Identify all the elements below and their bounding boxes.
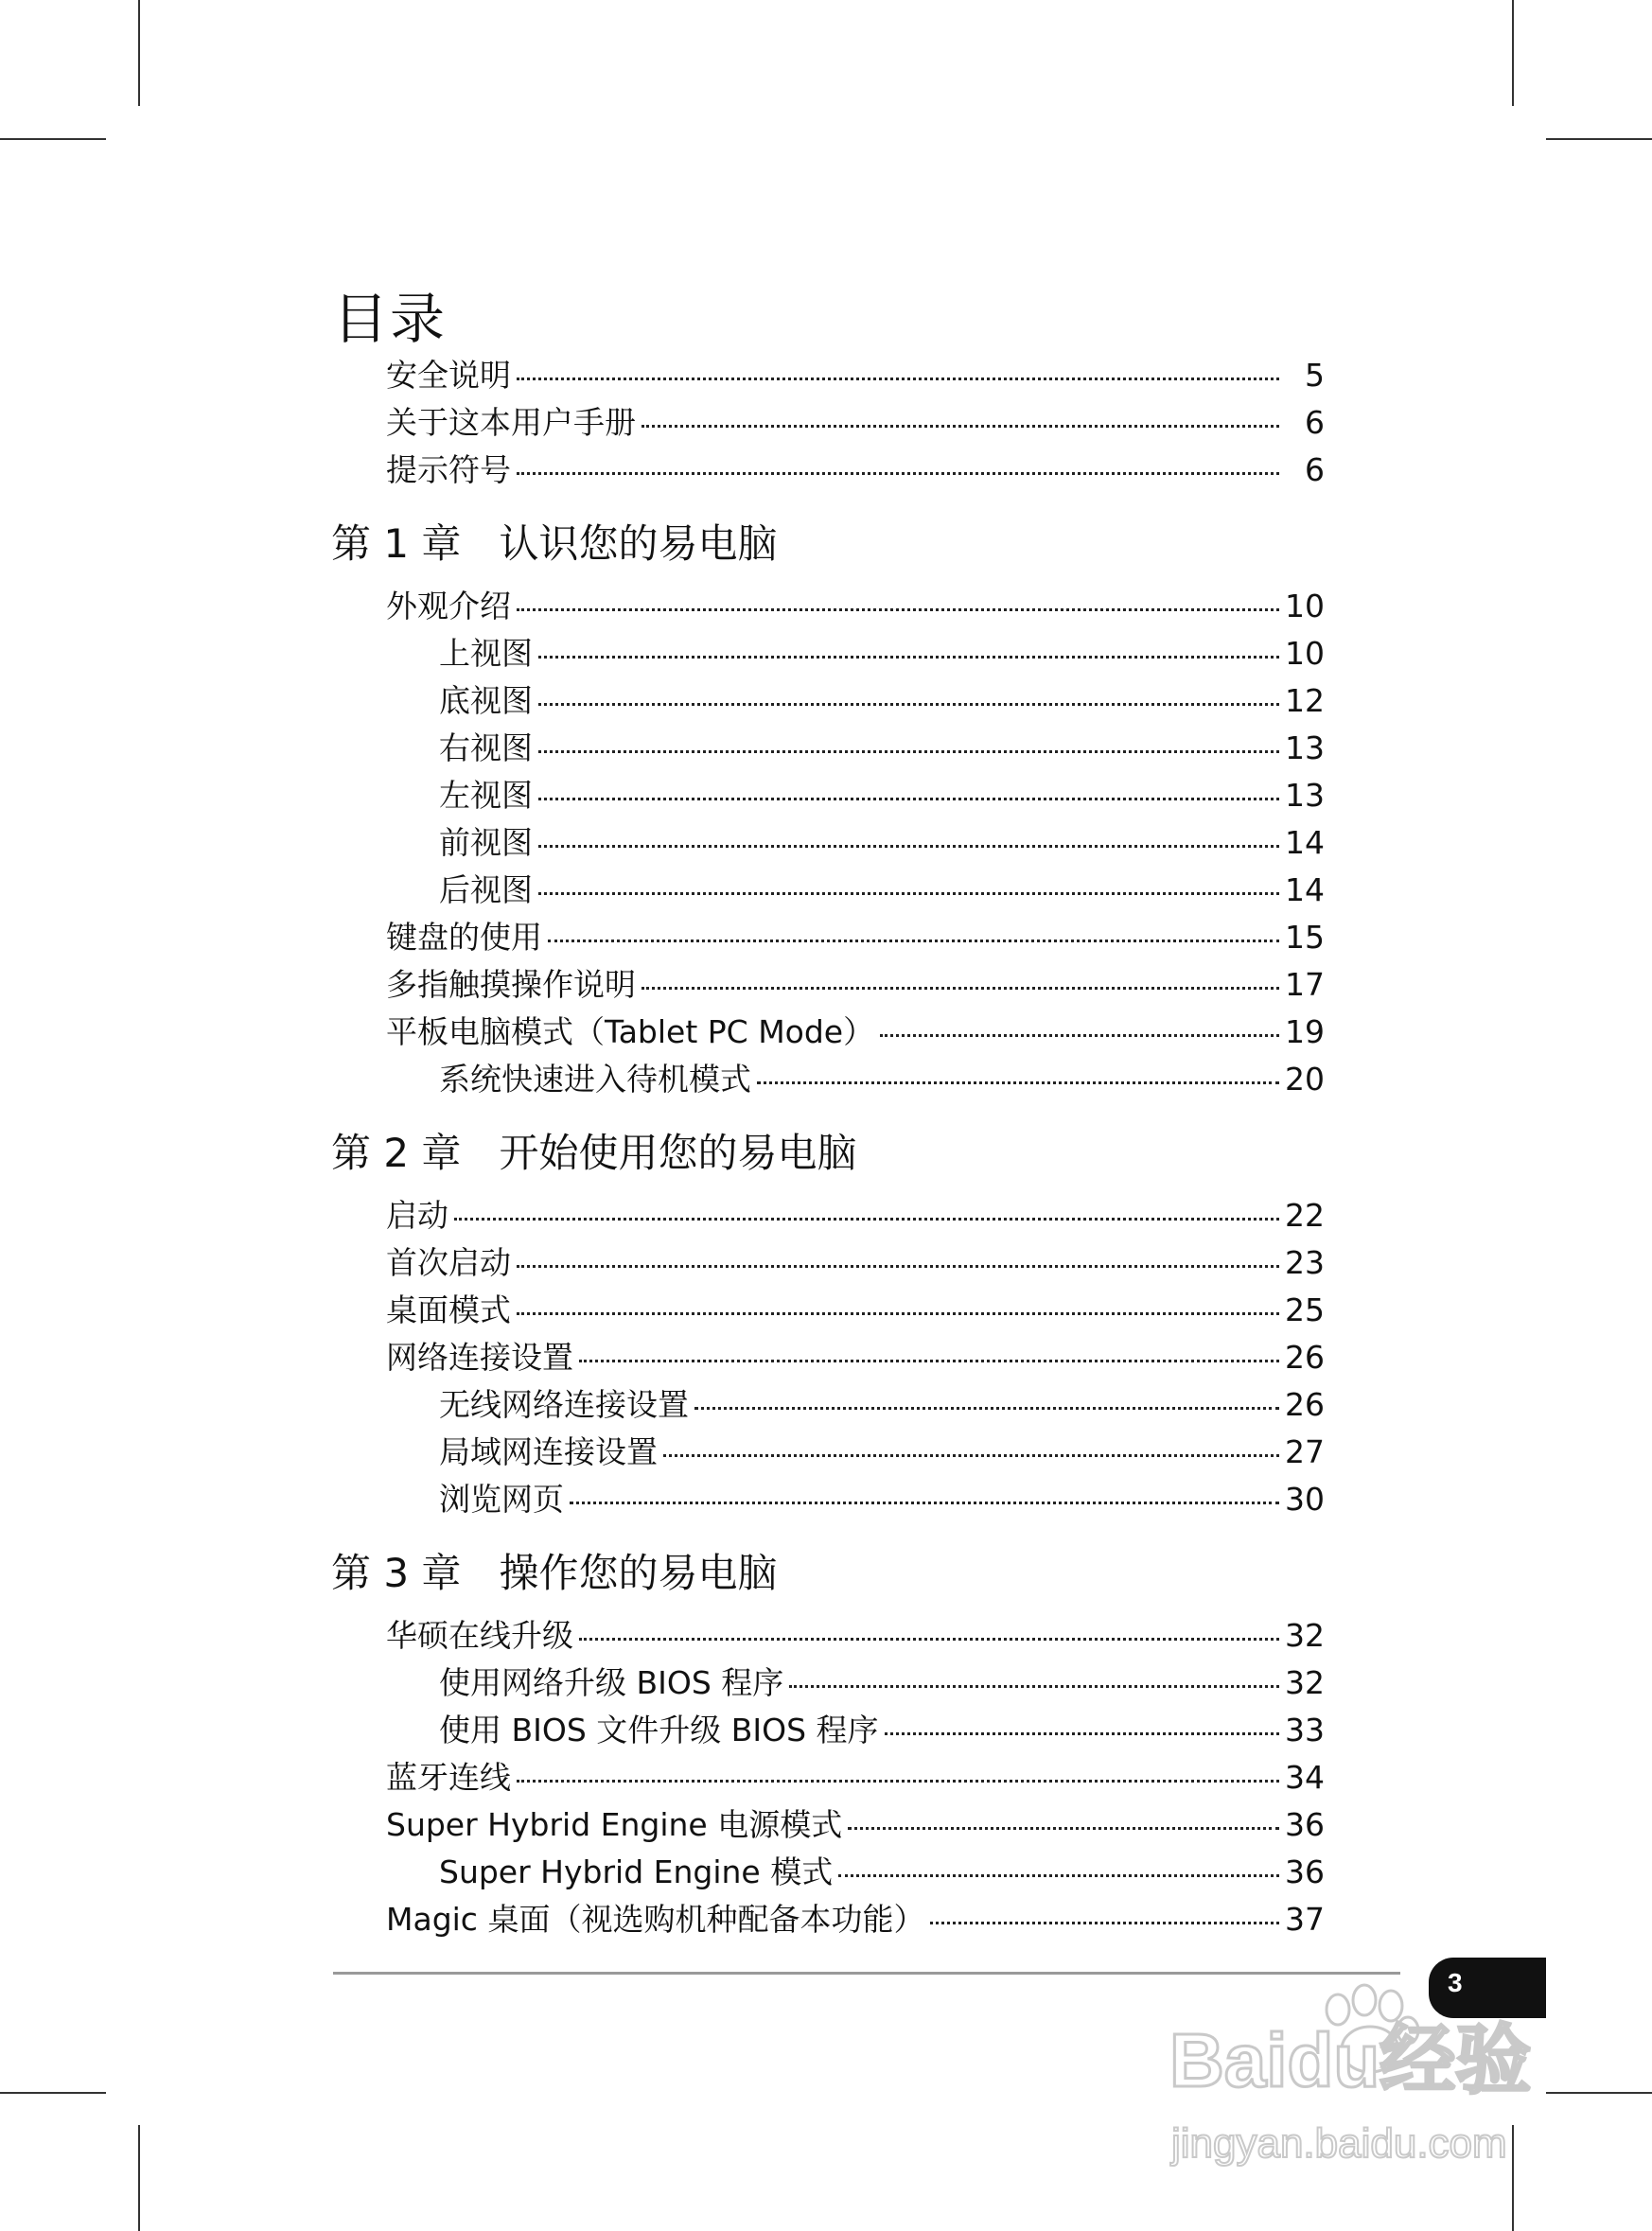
toc-entry[interactable]: [331, 1612, 1325, 1660]
crop-mark: [0, 138, 106, 140]
footer-rule: [333, 1972, 1400, 1975]
toc-entry-page-number: 13: [1285, 777, 1325, 814]
toc-entry-page-number: 32: [1285, 1617, 1325, 1654]
toc-entry-label: 启动: [386, 1197, 448, 1234]
toc-entry-label: 使用 BIOS 文件升级 BIOS 程序: [439, 1712, 879, 1748]
chapter-heading[interactable]: 第 2 章 开始使用您的易电脑: [331, 1130, 857, 1176]
toc-entry[interactable]: [331, 1429, 1325, 1476]
toc-entry-page-number: 10: [1285, 635, 1325, 672]
toc-entry-label: 局域网连接设置: [439, 1433, 658, 1470]
dot-leader: [579, 1637, 1279, 1641]
toc-entry-page-number: 36: [1285, 1806, 1325, 1843]
dot-leader: [838, 1873, 1279, 1877]
toc-entry-page-number: 27: [1285, 1433, 1325, 1470]
toc-entry-page-number: 30: [1285, 1481, 1325, 1518]
dot-leader: [548, 939, 1279, 942]
toc-entry-label: Super Hybrid Engine 电源模式: [386, 1806, 843, 1843]
crop-mark: [1546, 2092, 1652, 2094]
crop-mark: [138, 0, 140, 106]
toc-entry-label: 关于这本用户手册: [386, 404, 636, 441]
front-matter-entries: [331, 352, 1325, 494]
dot-leader: [538, 797, 1279, 800]
toc-entry-page-number: 20: [1285, 1061, 1325, 1098]
toc-entry-page-number: 10: [1285, 588, 1325, 624]
dot-leader: [517, 377, 1279, 380]
toc-entry[interactable]: [331, 583, 1325, 630]
dot-leader: [880, 1033, 1279, 1037]
toc-entry[interactable]: [331, 1754, 1325, 1801]
toc-entry-page-number: 15: [1285, 919, 1325, 956]
dot-leader: [538, 891, 1279, 895]
dot-leader: [517, 607, 1279, 611]
chapter-section: [331, 1130, 1325, 1523]
toc-entry[interactable]: [331, 1192, 1325, 1239]
toc-entry-label: 浏览网页: [439, 1481, 564, 1518]
toc-entry[interactable]: [331, 352, 1325, 399]
page-number: 3: [1448, 1968, 1463, 1997]
dot-leader: [641, 986, 1279, 990]
svg-text:Baidu经验: Baidu经验: [1169, 2018, 1532, 2102]
toc-entry[interactable]: [331, 1381, 1325, 1429]
dot-leader: [538, 655, 1279, 659]
toc-entry[interactable]: [331, 630, 1325, 677]
toc-entry[interactable]: [331, 1707, 1325, 1754]
toc-entry-page-number: 32: [1285, 1664, 1325, 1701]
dot-leader: [848, 1826, 1279, 1830]
toc-entry[interactable]: [331, 961, 1325, 1009]
toc-entry[interactable]: [331, 1056, 1325, 1103]
toc-entry-page-number: 37: [1285, 1901, 1325, 1938]
toc-entry[interactable]: [331, 1009, 1325, 1056]
toc-entry-page-number: 6: [1305, 451, 1325, 488]
toc-entry-label: 首次启动: [386, 1244, 511, 1281]
toc-entry[interactable]: [331, 1849, 1325, 1896]
toc-entry[interactable]: [331, 772, 1325, 819]
toc-entry[interactable]: [331, 1334, 1325, 1381]
toc-entry-page-number: 26: [1285, 1339, 1325, 1376]
svg-text:jingyan.baidu.com: jingyan.baidu.com: [1171, 2120, 1507, 2167]
dot-leader: [757, 1080, 1279, 1084]
toc-entry[interactable]: [331, 1801, 1325, 1849]
dot-leader: [538, 844, 1279, 848]
toc-entry-page-number: 34: [1285, 1759, 1325, 1796]
toc-entry[interactable]: [331, 725, 1325, 772]
chapter-heading[interactable]: 第 3 章 操作您的易电脑: [331, 1550, 778, 1596]
toc-entry-label: 外观介绍: [386, 588, 511, 624]
toc-entry-label: 桌面模式: [386, 1291, 511, 1328]
chapter-section: [331, 520, 1325, 1103]
dot-leader: [694, 1406, 1279, 1410]
toc-entry-page-number: 25: [1285, 1291, 1325, 1328]
toc-entry-page-number: 14: [1285, 871, 1325, 908]
dot-leader: [789, 1684, 1279, 1688]
toc-entry[interactable]: [331, 1896, 1325, 1943]
crop-mark: [138, 2125, 140, 2231]
page-title: 目录: [333, 287, 448, 351]
toc-entry-page-number: 5: [1305, 357, 1325, 394]
toc-entry-label: 蓝牙连线: [386, 1759, 511, 1796]
dot-leader: [930, 1921, 1279, 1924]
toc-entry-label: 前视图: [439, 824, 533, 861]
toc-entry-page-number: 14: [1285, 824, 1325, 861]
toc-entry-label: 系统快速进入待机模式: [439, 1061, 751, 1098]
toc-entry[interactable]: [331, 447, 1325, 494]
toc-entry[interactable]: [331, 677, 1325, 725]
dot-leader: [579, 1359, 1279, 1362]
chapter-section: [331, 1550, 1325, 1943]
dot-leader: [885, 1731, 1279, 1735]
toc-entry-label: 多指触摸操作说明: [386, 966, 636, 1003]
toc-entry-label: 使用网络升级 BIOS 程序: [439, 1664, 784, 1701]
toc-entry[interactable]: [331, 1660, 1325, 1707]
toc-entry-label: Magic 桌面（视选购机种配备本功能）: [386, 1901, 925, 1938]
toc-entry-label: 左视图: [439, 777, 533, 814]
toc-entry-label: 后视图: [439, 871, 533, 908]
toc-entry-page-number: 33: [1285, 1712, 1325, 1748]
chapters: [331, 520, 1325, 1943]
toc-entry-label: 上视图: [439, 635, 533, 672]
toc-entry-page-number: 26: [1285, 1386, 1325, 1423]
dot-leader: [517, 1779, 1279, 1783]
dot-leader: [517, 471, 1279, 475]
chapter-heading[interactable]: 第 1 章 认识您的易电脑: [331, 520, 778, 567]
toc-entry-label: 底视图: [439, 682, 533, 719]
dot-leader: [517, 1264, 1279, 1268]
toc-entry-label: 华硕在线升级: [386, 1617, 573, 1654]
toc-entry[interactable]: [331, 399, 1325, 447]
toc-entry[interactable]: [331, 1476, 1325, 1523]
dot-leader: [538, 702, 1279, 706]
dot-leader: [454, 1217, 1279, 1221]
toc-entry[interactable]: [331, 1239, 1325, 1287]
toc-entry-label: Super Hybrid Engine 模式: [439, 1853, 834, 1890]
toc-entry-page-number: 17: [1285, 966, 1325, 1003]
dot-leader: [641, 424, 1279, 428]
toc-entry-label: 右视图: [439, 729, 533, 766]
toc-entry-label: 网络连接设置: [386, 1339, 573, 1376]
toc-entry-page-number: 13: [1285, 729, 1325, 766]
toc-entry-label: 提示符号: [386, 451, 511, 488]
toc-entry[interactable]: [331, 867, 1325, 914]
baidu-jingyan-watermark: [1169, 1977, 1548, 2176]
dot-leader: [570, 1501, 1279, 1504]
toc-entry-page-number: 36: [1285, 1853, 1325, 1890]
dot-leader: [663, 1453, 1279, 1457]
toc-entry[interactable]: [331, 1287, 1325, 1334]
toc-entry[interactable]: [331, 819, 1325, 867]
toc-entry-label: 安全说明: [386, 357, 511, 394]
crop-mark: [0, 2092, 106, 2094]
toc-entry-page-number: 22: [1285, 1197, 1325, 1234]
toc-entry-label: 平板电脑模式（Tablet PC Mode）: [386, 1013, 875, 1050]
toc-entry-page-number: 23: [1285, 1244, 1325, 1281]
table-of-contents: [331, 352, 1325, 1943]
dot-leader: [517, 1311, 1279, 1315]
toc-entry[interactable]: [331, 914, 1325, 961]
toc-entry-page-number: 19: [1285, 1013, 1325, 1050]
toc-entry-page-number: 12: [1285, 682, 1325, 719]
dot-leader: [538, 749, 1279, 753]
crop-mark: [1512, 0, 1514, 106]
toc-entry-label: 无线网络连接设置: [439, 1386, 689, 1423]
toc-entry-label: 键盘的使用: [386, 919, 542, 956]
toc-entry-page-number: 6: [1305, 404, 1325, 441]
crop-mark: [1546, 138, 1652, 140]
